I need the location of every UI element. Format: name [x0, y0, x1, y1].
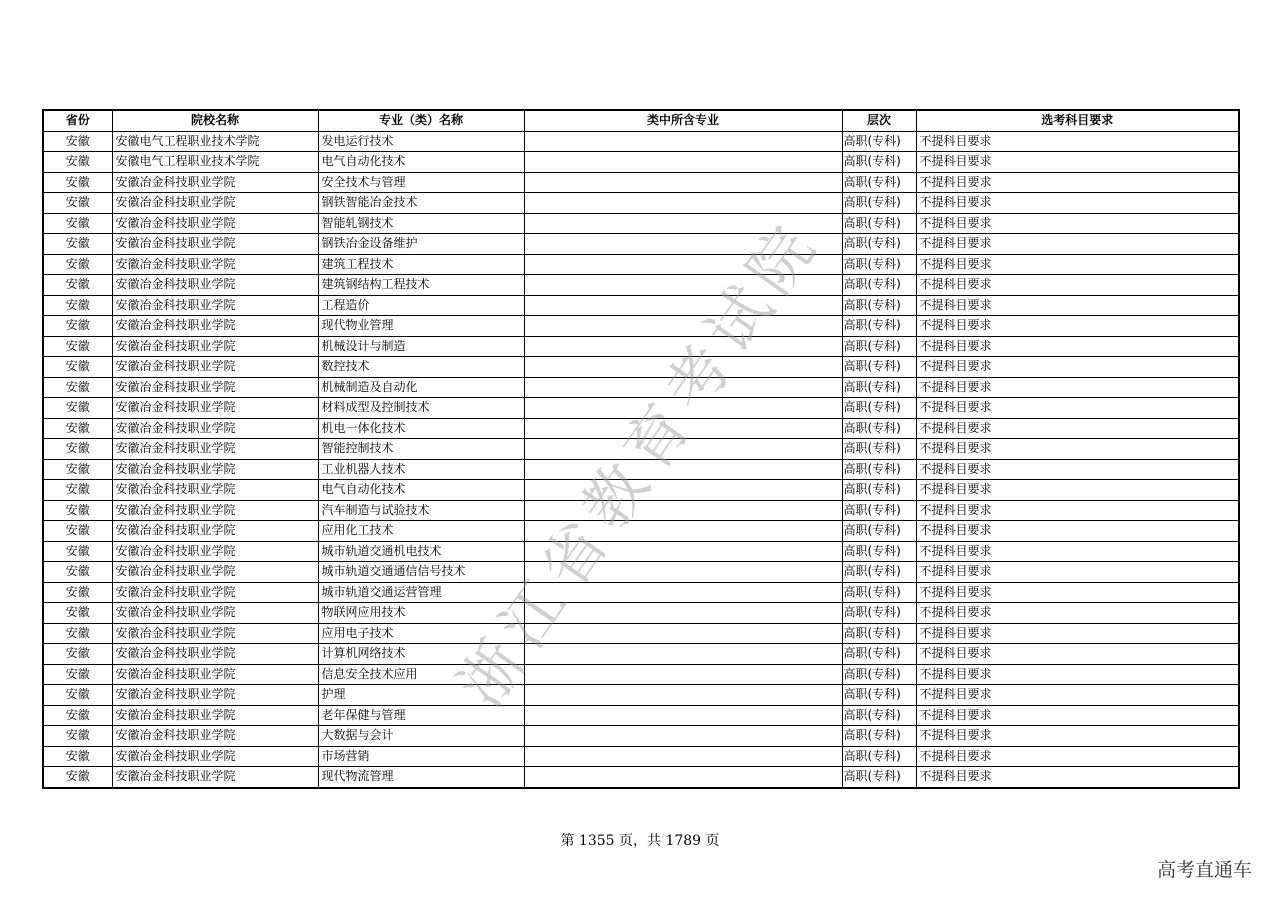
table-row [43, 603, 1239, 624]
cell-major-name: 材料成型及控制技术 [318, 398, 524, 419]
cell-school-name: 安徽冶金科技职业学院 [112, 275, 318, 296]
cell-level: 高职(专科) [842, 726, 916, 747]
cell-major-name: 机械设计与制造 [318, 336, 524, 357]
table-row [43, 746, 1239, 767]
table-row [43, 193, 1239, 214]
cell-province: 安徽 [43, 603, 112, 624]
cell-included-majors [524, 623, 842, 644]
cell-province: 安徽 [43, 418, 112, 439]
cell-level: 高职(专科) [842, 767, 916, 788]
cell-major-name: 计算机网络技术 [318, 644, 524, 665]
cell-school-name: 安徽冶金科技职业学院 [112, 726, 318, 747]
cell-school-name: 安徽冶金科技职业学院 [112, 562, 318, 583]
table-row [43, 172, 1239, 193]
cell-school-name: 安徽冶金科技职业学院 [112, 500, 318, 521]
cell-major-name: 安全技术与管理 [318, 172, 524, 193]
cell-included-majors [524, 152, 842, 173]
cell-subject-requirement: 不提科目要求 [916, 193, 1239, 214]
table-row [43, 254, 1239, 275]
cell-subject-requirement: 不提科目要求 [916, 705, 1239, 726]
watermark: 浙江省教育考试院 [444, 206, 835, 720]
cell-subject-requirement: 不提科目要求 [916, 644, 1239, 665]
cell-province: 安徽 [43, 541, 112, 562]
cell-subject-requirement: 不提科目要求 [916, 685, 1239, 706]
cell-school-name: 安徽冶金科技职业学院 [112, 439, 318, 460]
cell-province: 安徽 [43, 521, 112, 542]
cell-level: 高职(专科) [842, 234, 916, 255]
cell-level: 高职(专科) [842, 644, 916, 665]
cell-level: 高职(专科) [842, 746, 916, 767]
cell-school-name: 安徽冶金科技职业学院 [112, 459, 318, 480]
cell-level: 高职(专科) [842, 664, 916, 685]
cell-school-name: 安徽冶金科技职业学院 [112, 746, 318, 767]
cell-subject-requirement: 不提科目要求 [916, 131, 1239, 152]
table-row [43, 357, 1239, 378]
cell-level: 高职(专科) [842, 254, 916, 275]
majors-table [42, 109, 1240, 789]
cell-included-majors [524, 521, 842, 542]
cell-school-name: 安徽冶金科技职业学院 [112, 623, 318, 644]
cell-province: 安徽 [43, 644, 112, 665]
cell-province: 安徽 [43, 767, 112, 788]
cell-major-name: 大数据与会计 [318, 726, 524, 747]
cell-subject-requirement: 不提科目要求 [916, 562, 1239, 583]
table-row [43, 726, 1239, 747]
table-row [43, 295, 1239, 316]
cell-level: 高职(专科) [842, 357, 916, 378]
table-row [43, 644, 1239, 665]
cell-major-name: 电气自动化技术 [318, 480, 524, 501]
table-row [43, 521, 1239, 542]
cell-school-name: 安徽冶金科技职业学院 [112, 541, 318, 562]
cell-province: 安徽 [43, 398, 112, 419]
cell-included-majors [524, 685, 842, 706]
cell-subject-requirement: 不提科目要求 [916, 541, 1239, 562]
cell-included-majors [524, 357, 842, 378]
cell-subject-requirement: 不提科目要求 [916, 418, 1239, 439]
cell-level: 高职(专科) [842, 275, 916, 296]
cell-level: 高职(专科) [842, 541, 916, 562]
cell-major-name: 智能轧钢技术 [318, 213, 524, 234]
cell-province: 安徽 [43, 336, 112, 357]
cell-level: 高职(专科) [842, 316, 916, 337]
cell-province: 安徽 [43, 152, 112, 173]
cell-subject-requirement: 不提科目要求 [916, 336, 1239, 357]
cell-major-name: 老年保健与管理 [318, 705, 524, 726]
cell-province: 安徽 [43, 705, 112, 726]
cell-level: 高职(专科) [842, 377, 916, 398]
cell-province: 安徽 [43, 500, 112, 521]
table-row [43, 213, 1239, 234]
header-included-majors: 类中所含专业 [524, 110, 842, 131]
cell-level: 高职(专科) [842, 295, 916, 316]
cell-level: 高职(专科) [842, 480, 916, 501]
cell-included-majors [524, 234, 842, 255]
cell-included-majors [524, 418, 842, 439]
cell-subject-requirement: 不提科目要求 [916, 172, 1239, 193]
cell-subject-requirement: 不提科目要求 [916, 439, 1239, 460]
cell-subject-requirement: 不提科目要求 [916, 767, 1239, 788]
cell-province: 安徽 [43, 213, 112, 234]
cell-included-majors [524, 746, 842, 767]
cell-major-name: 物联网应用技术 [318, 603, 524, 624]
cell-subject-requirement: 不提科目要求 [916, 377, 1239, 398]
table-row [43, 398, 1239, 419]
cell-level: 高职(专科) [842, 213, 916, 234]
cell-included-majors [524, 213, 842, 234]
cell-province: 安徽 [43, 439, 112, 460]
cell-major-name: 城市轨道交通机电技术 [318, 541, 524, 562]
table-row [43, 336, 1239, 357]
cell-major-name: 汽车制造与试验技术 [318, 500, 524, 521]
cell-level: 高职(专科) [842, 603, 916, 624]
cell-included-majors [524, 705, 842, 726]
cell-level: 高职(专科) [842, 131, 916, 152]
cell-subject-requirement: 不提科目要求 [916, 213, 1239, 234]
cell-school-name: 安徽冶金科技职业学院 [112, 172, 318, 193]
cell-school-name: 安徽冶金科技职业学院 [112, 193, 318, 214]
cell-subject-requirement: 不提科目要求 [916, 582, 1239, 603]
cell-school-name: 安徽冶金科技职业学院 [112, 767, 318, 788]
cell-major-name: 电气自动化技术 [318, 152, 524, 173]
cell-province: 安徽 [43, 746, 112, 767]
cell-subject-requirement: 不提科目要求 [916, 275, 1239, 296]
cell-school-name: 安徽冶金科技职业学院 [112, 377, 318, 398]
cell-included-majors [524, 439, 842, 460]
cell-level: 高职(专科) [842, 582, 916, 603]
cell-school-name: 安徽冶金科技职业学院 [112, 213, 318, 234]
table-row [43, 562, 1239, 583]
cell-subject-requirement: 不提科目要求 [916, 316, 1239, 337]
page-number: 第 1355 页，共 1789 页 [560, 833, 720, 849]
cell-province: 安徽 [43, 131, 112, 152]
cell-province: 安徽 [43, 582, 112, 603]
cell-province: 安徽 [43, 685, 112, 706]
cell-included-majors [524, 377, 842, 398]
cell-subject-requirement: 不提科目要求 [916, 726, 1239, 747]
cell-included-majors [524, 131, 842, 152]
cell-level: 高职(专科) [842, 152, 916, 173]
cell-subject-requirement: 不提科目要求 [916, 459, 1239, 480]
cell-school-name: 安徽冶金科技职业学院 [112, 664, 318, 685]
cell-level: 高职(专科) [842, 172, 916, 193]
table-row [43, 377, 1239, 398]
table-row [43, 480, 1239, 501]
cell-major-name: 机械制造及自动化 [318, 377, 524, 398]
cell-major-name: 机电一体化技术 [318, 418, 524, 439]
cell-included-majors [524, 275, 842, 296]
cell-province: 安徽 [43, 295, 112, 316]
cell-school-name: 安徽冶金科技职业学院 [112, 480, 318, 501]
brand-label: 高考直通车 [1156, 859, 1252, 881]
cell-major-name: 工业机器人技术 [318, 459, 524, 480]
cell-province: 安徽 [43, 316, 112, 337]
cell-subject-requirement: 不提科目要求 [916, 152, 1239, 173]
cell-province: 安徽 [43, 172, 112, 193]
cell-province: 安徽 [43, 234, 112, 255]
cell-level: 高职(专科) [842, 562, 916, 583]
cell-school-name: 安徽冶金科技职业学院 [112, 521, 318, 542]
cell-school-name: 安徽冶金科技职业学院 [112, 295, 318, 316]
cell-subject-requirement: 不提科目要求 [916, 521, 1239, 542]
table-body [43, 131, 1239, 788]
cell-subject-requirement: 不提科目要求 [916, 254, 1239, 275]
cell-major-name: 建筑工程技术 [318, 254, 524, 275]
table-row [43, 664, 1239, 685]
cell-province: 安徽 [43, 480, 112, 501]
cell-school-name: 安徽冶金科技职业学院 [112, 603, 318, 624]
table-row [43, 275, 1239, 296]
cell-major-name: 钢铁智能冶金技术 [318, 193, 524, 214]
cell-province: 安徽 [43, 726, 112, 747]
cell-province: 安徽 [43, 193, 112, 214]
cell-province: 安徽 [43, 357, 112, 378]
header-province: 省份 [43, 110, 112, 131]
cell-subject-requirement: 不提科目要求 [916, 398, 1239, 419]
cell-major-name: 发电运行技术 [318, 131, 524, 152]
table-row [43, 152, 1239, 173]
table-row [43, 316, 1239, 337]
cell-included-majors [524, 480, 842, 501]
cell-subject-requirement: 不提科目要求 [916, 746, 1239, 767]
cell-level: 高职(专科) [842, 336, 916, 357]
cell-major-name: 现代物业管理 [318, 316, 524, 337]
cell-major-name: 市场营销 [318, 746, 524, 767]
cell-school-name: 安徽冶金科技职业学院 [112, 705, 318, 726]
header-level: 层次 [842, 110, 916, 131]
cell-school-name: 安徽冶金科技职业学院 [112, 644, 318, 665]
cell-included-majors [524, 664, 842, 685]
cell-school-name: 安徽冶金科技职业学院 [112, 398, 318, 419]
cell-level: 高职(专科) [842, 521, 916, 542]
cell-level: 高职(专科) [842, 500, 916, 521]
cell-school-name: 安徽冶金科技职业学院 [112, 582, 318, 603]
cell-major-name: 建筑钢结构工程技术 [318, 275, 524, 296]
table-header-row [43, 110, 1239, 131]
cell-subject-requirement: 不提科目要求 [916, 623, 1239, 644]
cell-included-majors [524, 500, 842, 521]
cell-school-name: 安徽冶金科技职业学院 [112, 357, 318, 378]
cell-included-majors [524, 726, 842, 747]
header-school-name: 院校名称 [112, 110, 318, 131]
cell-school-name: 安徽电气工程职业技术学院 [112, 131, 318, 152]
table-row [43, 582, 1239, 603]
cell-major-name: 应用电子技术 [318, 623, 524, 644]
cell-major-name: 现代物流管理 [318, 767, 524, 788]
cell-school-name: 安徽冶金科技职业学院 [112, 234, 318, 255]
table-row [43, 439, 1239, 460]
cell-included-majors [524, 562, 842, 583]
table-row [43, 767, 1239, 788]
cell-level: 高职(专科) [842, 705, 916, 726]
cell-major-name: 数控技术 [318, 357, 524, 378]
cell-province: 安徽 [43, 254, 112, 275]
cell-included-majors [524, 172, 842, 193]
table-row [43, 418, 1239, 439]
table-row [43, 541, 1239, 562]
cell-province: 安徽 [43, 664, 112, 685]
cell-major-name: 应用化工技术 [318, 521, 524, 542]
cell-included-majors [524, 767, 842, 788]
cell-included-majors [524, 603, 842, 624]
cell-subject-requirement: 不提科目要求 [916, 664, 1239, 685]
cell-province: 安徽 [43, 275, 112, 296]
cell-included-majors [524, 582, 842, 603]
cell-subject-requirement: 不提科目要求 [916, 234, 1239, 255]
cell-school-name: 安徽冶金科技职业学院 [112, 418, 318, 439]
table-row [43, 234, 1239, 255]
cell-province: 安徽 [43, 562, 112, 583]
cell-major-name: 护理 [318, 685, 524, 706]
cell-school-name: 安徽冶金科技职业学院 [112, 336, 318, 357]
cell-level: 高职(专科) [842, 685, 916, 706]
cell-subject-requirement: 不提科目要求 [916, 357, 1239, 378]
cell-school-name: 安徽冶金科技职业学院 [112, 316, 318, 337]
cell-province: 安徽 [43, 623, 112, 644]
cell-included-majors [524, 541, 842, 562]
table-row [43, 131, 1239, 152]
cell-subject-requirement: 不提科目要求 [916, 603, 1239, 624]
cell-level: 高职(专科) [842, 418, 916, 439]
cell-major-name: 钢铁冶金设备维护 [318, 234, 524, 255]
cell-included-majors [524, 398, 842, 419]
cell-major-name: 城市轨道交通运营管理 [318, 582, 524, 603]
cell-level: 高职(专科) [842, 623, 916, 644]
cell-major-name: 城市轨道交通通信信号技术 [318, 562, 524, 583]
cell-major-name: 信息安全技术应用 [318, 664, 524, 685]
cell-major-name: 工程造价 [318, 295, 524, 316]
cell-subject-requirement: 不提科目要求 [916, 500, 1239, 521]
cell-included-majors [524, 193, 842, 214]
cell-included-majors [524, 459, 842, 480]
cell-level: 高职(专科) [842, 193, 916, 214]
table-row [43, 685, 1239, 706]
table-row [43, 623, 1239, 644]
header-subject-requirement: 选考科目要求 [916, 110, 1239, 131]
cell-province: 安徽 [43, 377, 112, 398]
cell-subject-requirement: 不提科目要求 [916, 295, 1239, 316]
cell-school-name: 安徽冶金科技职业学院 [112, 685, 318, 706]
cell-included-majors [524, 254, 842, 275]
cell-school-name: 安徽冶金科技职业学院 [112, 254, 318, 275]
table-row [43, 459, 1239, 480]
cell-included-majors [524, 336, 842, 357]
cell-subject-requirement: 不提科目要求 [916, 480, 1239, 501]
cell-school-name: 安徽电气工程职业技术学院 [112, 152, 318, 173]
cell-level: 高职(专科) [842, 459, 916, 480]
cell-included-majors [524, 316, 842, 337]
header-major-name: 专业（类）名称 [318, 110, 524, 131]
cell-level: 高职(专科) [842, 439, 916, 460]
table-row [43, 500, 1239, 521]
cell-level: 高职(专科) [842, 398, 916, 419]
cell-major-name: 智能控制技术 [318, 439, 524, 460]
table-row [43, 705, 1239, 726]
cell-included-majors [524, 295, 842, 316]
cell-province: 安徽 [43, 459, 112, 480]
cell-included-majors [524, 644, 842, 665]
